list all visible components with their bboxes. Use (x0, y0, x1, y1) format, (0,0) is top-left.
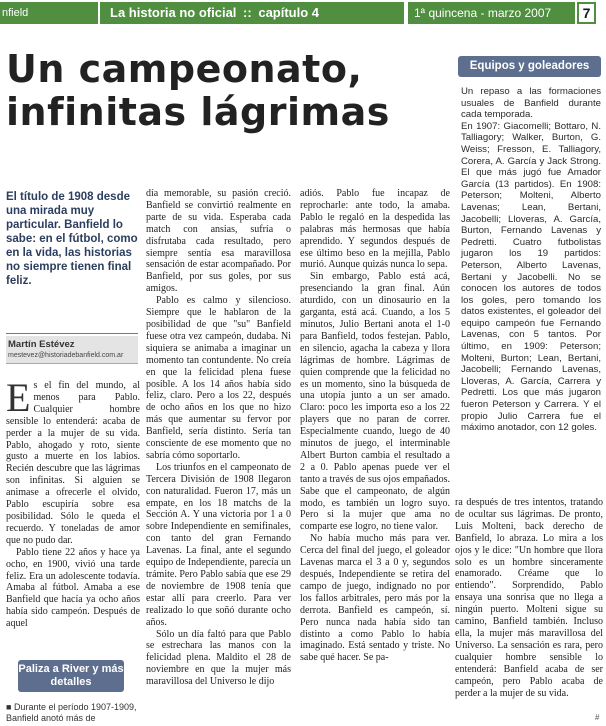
header-separator: :: (243, 5, 252, 20)
article-column-4 (455, 497, 603, 699)
header-section-label: nfield (0, 2, 98, 24)
sidebar-lineups: En 1907: Giacomelli; Bottaro, N. Talliagory; Walker, Burton, G. Weiss; Fresson, E. Talliagory, Corera, A. García y Jack Strong. El que más jugó fue Amador García (13 partidos). En 1908: Peterson; Molteni, Alberto Lavenas; Lean, Bertani, Jacobelli; Lloveras, A. García, Burton, Fernando Lavenas y Pedretti. Cuatro futbolistas jugaron los 19 partidos: Peterson, Alberto Lavenas, Bertani y Jacobelli. No se conocen los autores de todos los goles, pero tomando los datos existentes, el goleador del equipo campeón fue Fernando Lavenas, con 5 tantos. Por último, en 1909: Peterson; Molteni, Burton; Lean, Bertani, Jacobelli; Fernando Lavenas, Lloveras, A. García, Carrera y Pedretti. Los que más jugaron fueron Peterson y Carrera. Y el propio Julio Carrera fue el máximo anotador, con 12 goles. (461, 120, 601, 434)
article-paragraph: Sólo un día faltó para que Pablo se estrechara las manos con la felicidad plena. Maldito el 28 de noviembre en que la mujer más maravillosa del Universo le dijo (146, 628, 291, 688)
drop-cap: E (6, 375, 31, 420)
page-number: 7 (577, 2, 596, 24)
secondary-box-text: ■ Durante el período 1907-1909, Banfield anotó más de (6, 702, 137, 723)
sidebar-box (455, 56, 606, 496)
author-name: Martín Estévez (8, 339, 75, 350)
header-date: 1ª quincena - marzo 2007 (408, 2, 575, 24)
sidebar-title: Equipos y goleadores (458, 56, 601, 77)
secondary-box-title: Paliza a River y más detalles (18, 660, 124, 692)
author-byline (6, 336, 138, 364)
article-paragraph: ra después de tres intentos, tratando de ocultar sus lágrimas. De pronto, Luis Molteni, back derecho de Banfield, lo abraza. Lo mira a los ojos y le dice: "Un hombre que llora solo es un hombre sinceramente enamorado. Créame que lo entiendo". Sorprendido, Pablo ensaya una sonrisa que no llega a ningún puerto. Molteni sigue su camino, Banfield también. Incluso ella, la mujer más maravillosa del Universo. La sensación es rara, pero cualquier hombre sensible lo entenderá: Banfield acaba de ser campeón, pero Pablo acaba de perder a la mujer de su vida. (455, 497, 603, 699)
header-title: La historia no oficial (110, 5, 237, 20)
author-divider (6, 333, 138, 334)
header-chapter: capítulo 4 (258, 5, 320, 20)
article-paragraph: día memorable, su pasión creció. Banfield se convirtió realmente en parte de su vida. Esperaba cada match con ansias, sufría o disfrutaba cada resultado, pero siempre sentía esa maravillosa sensación de estar acompañado. Por Banfield, por sus goles, por sus amigos. (146, 188, 291, 295)
article-paragraph: adiós. Pablo fue incapaz de reprocharle: ante todo, la amaba. Pablo le regaló en la despedida las palabras más hermosas que había aprendido. Y segundos después de ese último beso en la mejilla, Pablo murió. Aunque quizás nunca lo sepa. (300, 188, 450, 271)
article-column-1 (6, 375, 140, 630)
article-column-2 (146, 188, 291, 688)
article-paragraph: Es el fin del mundo, al menos para Pablo. Cualquier hombre sensible lo entenderá: acaba de perder a la mujer de su vida. Pablo, ahogado y roto, siente gusto a muerte en los labios. Recién descubre que las lágrimas son infinitas. Si alguien se animase a ofrecerle el olvido, Pablo escupiría sobre esa posibilidad. Sólo le queda el recuerdo. Y toneladas de amor que no pudo dar. (6, 375, 140, 546)
article-paragraph: Los triunfos en el campeonato de Tercera División de 1908 llegaron con naturalidad. Fueron 17, más un empate, en los 18 matchs de la Sección A. Y una victoria por 1 a 0 sobre Independiente en semifinales, con tanto del gran Fernando Lavenas. La final, ante el segundo equipo de Independiente, parecía un trámite. Pero Pablo sabía que ese 29 de noviembre de 1908 tenía que estar allí para creerlo. Para ver realizado lo que soñó durante ocho años. (146, 461, 291, 628)
deck-subtitle: El título de 1908 desde una mirada muy particular. Banfield lo sabe: en el fútbol, como en la vida, las historias no siempre tienen final feliz. (6, 191, 138, 287)
article-paragraph: Sin embargo, Pablo está acá, presenciando la gran final. Aún aturdido, con un dinosaurio en la garganta, está acá. Cuando, a los 5 minutos, Julio Bertani anota el 1-0 para Banfield, todos festejan. Pablo, en silencio, agacha la cabeza y llora lágrimas de hombre. Lágrimas de quien comprende que la felicidad no es un momento, sino la búsqueda de una utopía junto a un ser amado. Claro: poco les importa eso a los 22 players que no paran de correr. Especialmente cuando, luego de 40 minutos de juego, el interminable Albert Burton cambia el resultado a 2 a 0. Pablo apenas puede ver el tanto a través de sus ojos empañados. Sabe que el campeonato, de algún modo, es también un logro suyo. Pero si la mujer que ama no comparte ese logro, no tiene valor. (300, 271, 450, 533)
page-header (0, 0, 606, 26)
article-column-3 (300, 188, 450, 664)
sidebar-intro: Un repaso a las formaciones usuales de Banfield durante cada temporada. (461, 86, 601, 121)
article-paragraph: No había mucho más para ver. Cerca del final del juego, el goleador Lavenas marca el 3 a 0 y, segundos después, Independiente se retira del campo de juego, indignado no por los fallos arbitrales, pero más por la derrota. Banfield es campeón, sí. Pero nunca nada había sido tan distinto a como Pablo lo había imaginado. Está sentado y triste. No sabe qué hacer. Se pa- (300, 533, 450, 664)
end-mark: # (595, 713, 600, 722)
article-paragraph: Pablo tiene 22 años y hace ya ocho, en 1900, vivió una tarde feliz. Era un adolescente todavía. Amaba al fútbol. Amaba a ese Banfield que hacía ya ocho años había sido campeón. Después de aquel (6, 546, 140, 630)
headline: Un campeonato, infinitas lágrimas (6, 47, 390, 134)
article-paragraph: Pablo es calmo y silencioso. Siempre que le hablaron de la posibilidad de que "su" Banfield fuese otra vez campeón, dudaba. Ni siquiera se animaba a imaginar un momento tan contundente. No creía en que la felicidad plena fuese posible. A los 14 años había sido feliz, claro. Pero a los 22, después de ocho años en los que no hizo más que aumentar su fervor por Banfield, sería distinto. Sería tan consciente de ese momento que no sabría cómo soportarlo. (146, 295, 291, 461)
author-email-link[interactable]: mestevez@historiadebanfield.com.ar (8, 352, 124, 359)
sidebar-body (461, 86, 601, 434)
header-title-bar (100, 2, 404, 24)
